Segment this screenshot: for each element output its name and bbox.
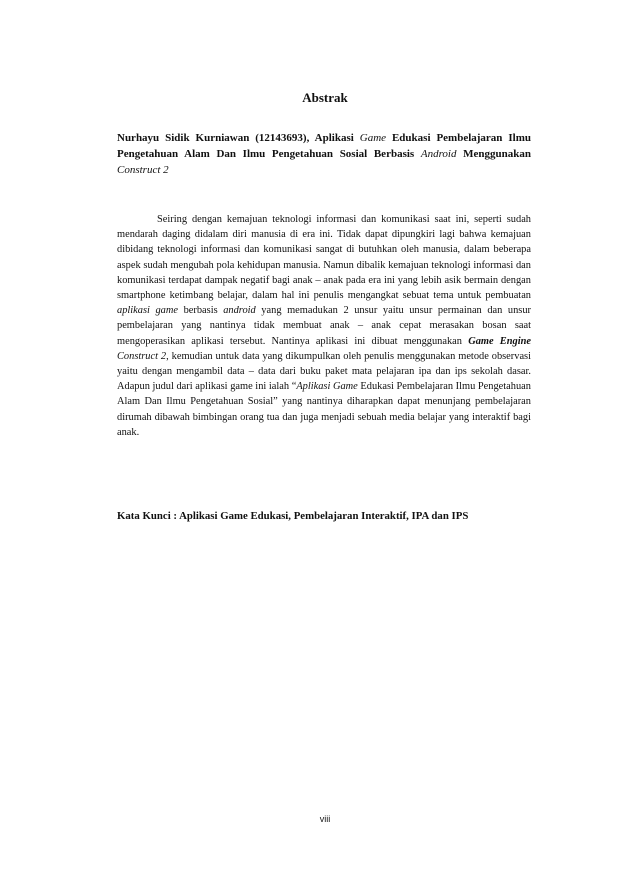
heading-italic-1: Game	[359, 132, 387, 144]
body-italic-2: android	[223, 305, 256, 317]
heading-italic-2: Android	[420, 148, 457, 160]
keywords-line: Kata Kunci : Aplikasi Game Edukasi, Pembelajaran Interaktif, IPA dan IPS	[117, 510, 469, 522]
body-italic-4: Aplikasi Game	[296, 381, 358, 393]
body-text-5: Edukasi Pembelajaran Ilmu Pengetahuan Alam Dan Ilmu Pengetahuan Sosial” yang nantinya diharapkan dapat menunjang pembelajaran dirumah dibawah bimbingan orang tua dan juga menjadi sebuah media belajar yang interaktif bagi anak.	[117, 381, 531, 438]
body-bold-italic-1: Game Engine	[468, 335, 531, 347]
body-italic-1: aplikasi game	[117, 305, 178, 317]
thesis-heading	[117, 130, 531, 178]
heading-text-3: Menggunakan	[456, 148, 531, 160]
heading-italic-3: Construct 2	[117, 164, 169, 176]
body-text-3: yang memadukan 2 unsur yaitu unsur permainan dan unsur pembelajaran yang nantinya tidak membuat anak – anak cepat merasakan bosan saat mengoperasikan aplikasi tersebut. Nantinya aplikasi ini dibuat menggunakan	[117, 305, 531, 347]
page-number: viii	[319, 814, 331, 824]
body-text-1: Seiring dengan kemajuan teknologi informasi dan komunikasi saat ini, seperti sudah mendarah daging didalam diri manusia di era ini. Tidak dapat dipungkiri lagi bahwa kemajuan dibidang teknologi informasi dan komunikasi sangat di butuhkan oleh manusia, dalam beberapa aspek sudah mengubah pola kehidupan manusia. Namun dibalik kemajuan teknologi informasi dan komunikasi terdapat dampak negatif bagi anak – anak pada era ini yang lebih asik bermain dengan smartphone ketimbang belajar, dalam hal ini penulis mengangkat sebuat tema untuk pembuatan	[117, 214, 531, 302]
abstract-paragraph	[117, 212, 531, 440]
author-line: Nurhayu Sidik Kurniawan (12143693),	[117, 132, 310, 144]
body-text-4: , kemudian untuk data yang dikumpulkan oleh penulis menggunakan metode observasi yaitu dengan mengambil data – data dari buku paket mata pelajaran ipa dan ips sekolah dasar. Adapun judul dari aplikasi game ini ialah “	[117, 350, 531, 393]
page-title: Abstrak	[302, 90, 348, 105]
body-text-2: berbasis	[178, 305, 224, 317]
heading-text-2: Edukasi Pembelajaran Ilmu Pengetahuan Alam Dan Ilmu Pengetahuan Sosial Berbasis	[117, 132, 531, 160]
body-italic-3: Construct 2	[117, 350, 167, 362]
heading-text-1: Aplikasi	[309, 132, 360, 144]
